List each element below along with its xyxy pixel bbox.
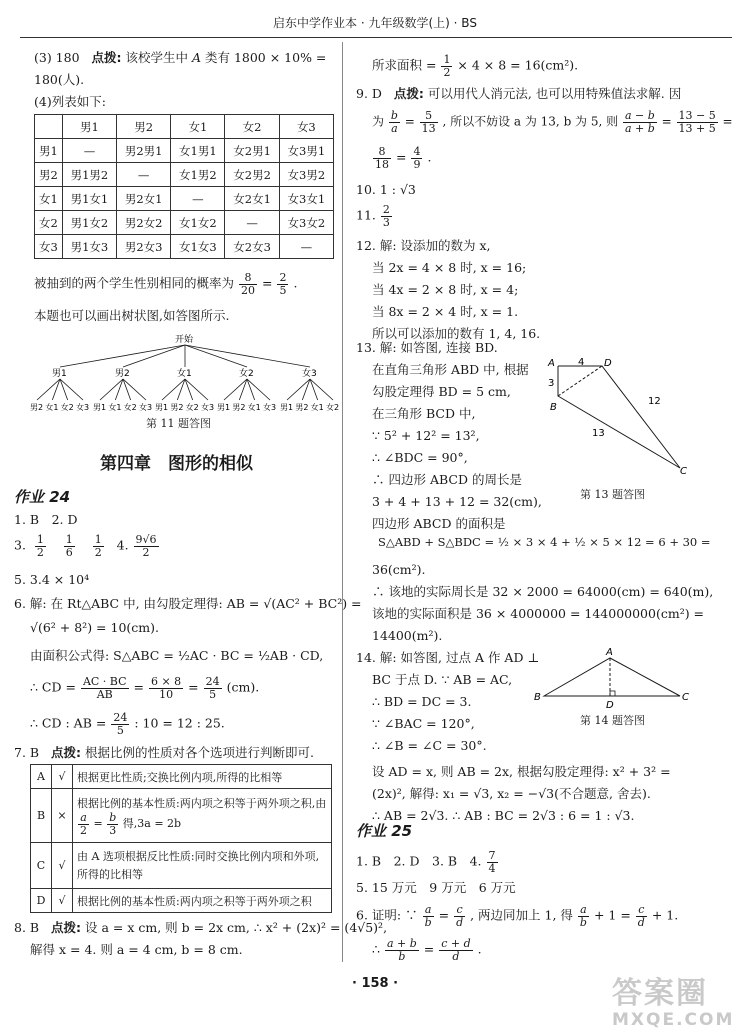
- probability-line: [34, 272, 297, 296]
- answer-12-line: 当 4x = 2 × 8 时, x = 4;: [372, 282, 519, 297]
- answer-12-line: 12. 解: 设添加的数为 x,: [356, 238, 491, 253]
- fraction-num: 8: [373, 146, 391, 159]
- fraction: [454, 904, 465, 928]
- answer-13-line: ∴ ∠BDC = 90°,: [372, 450, 468, 465]
- answer-9-line2: [372, 110, 733, 134]
- tree-leaf: 女2: [185, 403, 199, 412]
- text: ∴ CD : AB =: [30, 715, 107, 731]
- table-cell: 男2女1: [117, 187, 171, 211]
- hw25-answers-1-4: [356, 850, 499, 874]
- tree-node: 女3: [302, 369, 317, 379]
- header-title: 启东中学作业本 · 九年级数学(上) · BS: [273, 16, 477, 30]
- watermark-text: 答案圈: [612, 976, 708, 1011]
- answer-13-line: ∴ 四边形 ABCD 的周长是: [372, 472, 522, 487]
- answer-13-line: 四边形 ABCD 的面积是: [372, 516, 506, 531]
- table-cell: 男1: [62, 115, 116, 139]
- vertex-d: D: [604, 358, 612, 369]
- side-ab-length: 3: [548, 378, 555, 389]
- table-cell: 女2: [225, 115, 279, 139]
- text: + 1.: [651, 907, 679, 923]
- fraction: [623, 110, 657, 134]
- fraction-den: d: [637, 915, 645, 929]
- tree-leaf: 女3: [263, 403, 277, 412]
- equals: =: [261, 275, 273, 291]
- fraction-num: a + b: [386, 937, 417, 950]
- hint-label: 点拨:: [91, 50, 122, 65]
- answer-8-text: 设 a = x cm, 则 b = 2x cm, ∴ x² + (2x)² = (4√5)²,: [85, 920, 388, 935]
- equals: =: [722, 114, 733, 129]
- period: .: [293, 275, 298, 291]
- tree-node: 男1: [52, 369, 67, 379]
- fraction-num: 2: [382, 203, 390, 216]
- fraction-den: 18: [375, 157, 389, 171]
- fraction-den: d: [456, 915, 464, 929]
- fraction-num: 1: [94, 533, 102, 546]
- answer-14-line8: ∴ AB = 2√3. ∴ AB : BC = 2√3 : 6 = 1 : √3.: [372, 808, 635, 823]
- fraction-num: 13 − 5: [678, 109, 716, 122]
- answer-3-line2: 180(人).: [34, 72, 85, 87]
- text: ∴: [372, 941, 380, 957]
- answer-8-line2: 解得 x = 4. 则 a = 4 cm, b = 8 cm.: [30, 942, 243, 957]
- answer-3-text2: 类有 1800 × 10% =: [204, 50, 327, 65]
- period: .: [427, 149, 432, 165]
- tree-branch: [60, 345, 185, 367]
- tree-leaf: 男1: [217, 403, 231, 412]
- fraction-num: 7: [488, 849, 496, 862]
- fraction-den: 9: [413, 157, 421, 171]
- fraction: [385, 938, 419, 962]
- table-cell: 女1: [171, 115, 225, 139]
- table-cell: 男2男1: [117, 139, 171, 163]
- tree-leaf: 女2: [123, 403, 137, 412]
- hint-label: 点拨:: [51, 745, 82, 760]
- answer-14-line: ∴ ∠B = ∠C = 30°.: [372, 738, 487, 753]
- option-text: 得,3a = 2b: [122, 817, 182, 831]
- watermark-url: MXQE.COM: [612, 1010, 735, 1030]
- text: + 1 =: [593, 907, 631, 923]
- isosceles-figure: [534, 646, 694, 712]
- tree-note: 本题也可以画出树状图,如答图所示.: [34, 308, 230, 323]
- fraction-den: 6: [65, 545, 73, 559]
- fraction-den: a: [391, 121, 398, 135]
- fraction-den: 13 + 5: [678, 121, 716, 135]
- text: (cm).: [226, 679, 260, 695]
- fraction-num: 1: [65, 533, 73, 546]
- fraction: [439, 938, 472, 962]
- option-text-cell: [73, 789, 332, 843]
- column-divider: [342, 42, 343, 962]
- fraction-num: 1: [443, 53, 451, 66]
- fraction-num: 24: [113, 711, 128, 724]
- fraction-num: a: [423, 904, 434, 917]
- text: 为: [372, 114, 385, 129]
- label: 4.: [116, 537, 129, 553]
- vertex-c: C: [682, 692, 689, 703]
- fraction: [149, 676, 183, 700]
- table-cell: 男2女3: [117, 235, 171, 259]
- fraction: [204, 676, 222, 700]
- answer-14-line6: 设 AD = x, 则 AB = 2x, 根据勾股定理得: x² + 3² =: [372, 764, 671, 779]
- table-cell: 男1男2: [62, 163, 116, 187]
- option-text: 根据比例的基本性质:两内项之积等于两外项之积,由: [77, 796, 327, 810]
- label: 3.: [14, 537, 26, 553]
- page-number: · 158 ·: [352, 976, 399, 991]
- fraction: [111, 712, 129, 736]
- option-letter: B: [31, 789, 52, 843]
- table-cell: [35, 115, 63, 139]
- fig14-caption: 第 14 题答图: [580, 714, 645, 727]
- answer-13-line: 13. 解: 如答图, 连接 BD.: [356, 340, 498, 355]
- option-table: [30, 764, 332, 913]
- tree-branch: [185, 345, 310, 367]
- table-cell: —: [62, 139, 116, 163]
- fraction: [423, 904, 434, 928]
- table-row: [35, 139, 334, 163]
- text: , 两边同加上 1, 得: [470, 907, 573, 923]
- answer-12-line: 所以可以添加的数有 1, 4, 16.: [372, 326, 541, 341]
- fraction-num: b: [390, 109, 398, 122]
- vertex-b: B: [534, 692, 541, 703]
- answer-9-line1: [356, 86, 681, 101]
- header-rule: [20, 37, 732, 38]
- answer-5: 5. 3.4 × 10⁴: [14, 572, 90, 587]
- tree-leaf: 女2: [60, 403, 74, 412]
- fraction-den: 10: [159, 687, 174, 701]
- answer-3-fractions: [14, 534, 160, 558]
- fraction-den: AB: [96, 687, 113, 701]
- answer-12-line: 当 2x = 4 × 8 时, x = 16;: [372, 260, 527, 275]
- fraction-den: b: [398, 949, 406, 963]
- fraction-den: 13: [421, 121, 436, 135]
- text: 可以用代人消元法, 也可以用特殊值法求解. 因: [427, 86, 682, 101]
- answer-14-line7: (2x)², 解得: x₁ = √3, x₂ = −√3(不合题意, 舍去).: [372, 786, 651, 801]
- tree-leaf: 女3: [139, 403, 153, 412]
- option-mark: √: [52, 765, 73, 789]
- text: 1. B 2. D 3. B 4.: [356, 853, 482, 869]
- answer-13-after: ∴ 该地的实际周长是 32 × 2000 = 64000(cm) = 640(m),: [372, 584, 714, 599]
- table-cell: 女3男2: [279, 163, 333, 187]
- tree-node: 女2: [239, 369, 254, 379]
- fraction: [381, 204, 392, 228]
- tree-node: 男2: [115, 369, 130, 379]
- fraction-den: d: [452, 949, 460, 963]
- side-ad-length: 4: [578, 357, 585, 368]
- table-row: [35, 211, 334, 235]
- label: 11.: [356, 207, 376, 223]
- answer-3: [34, 50, 326, 65]
- fraction: [277, 272, 288, 296]
- tree-leaf: 女1: [108, 403, 122, 412]
- tree-leaf: 女1: [45, 403, 59, 412]
- equals: =: [661, 114, 672, 129]
- fraction: [420, 110, 438, 134]
- option-mark: √: [52, 889, 73, 913]
- tree-leaf: 男1: [155, 403, 169, 412]
- table-cell: 女2女1: [225, 187, 279, 211]
- tree-leaf: 女3: [76, 403, 90, 412]
- fraction-den: 2: [142, 545, 150, 559]
- fraction: [487, 850, 498, 874]
- equals: =: [404, 114, 415, 129]
- vertex-a: A: [606, 647, 613, 658]
- fraction-den: 2: [94, 545, 102, 559]
- table-cell: 女2男1: [225, 139, 279, 163]
- answer-14-line: 14. 解: 如答图, 过点 A 作 AD ⊥: [356, 650, 540, 665]
- answer-6-line1: 6. 解: 在 Rt△ABC 中, 由勾股定理得: AB = √(AC² + BC²) =: [14, 596, 362, 611]
- text: : 10 = 12 : 25.: [134, 715, 225, 731]
- fraction-num: a: [578, 904, 589, 917]
- table-cell: 男1女2: [62, 211, 116, 235]
- fraction-den: 20: [241, 283, 255, 297]
- label: 9. D: [356, 86, 382, 101]
- fraction-den: 5: [116, 723, 124, 737]
- answer-14-line: ∵ ∠BAC = 120°,: [372, 716, 475, 731]
- equals: =: [423, 941, 435, 957]
- fraction-den: 5: [279, 283, 287, 297]
- table-row: [35, 235, 334, 259]
- tree-leaf: 女2: [326, 403, 340, 412]
- fraction: [81, 676, 129, 700]
- homework-25-title: 作业 25: [356, 822, 413, 840]
- answer-11: [356, 204, 393, 228]
- fraction: [134, 534, 159, 558]
- fraction: [578, 904, 589, 928]
- fraction-den: b: [579, 915, 587, 929]
- quadrilateral-figure: [540, 356, 700, 476]
- label: 7. B: [14, 745, 40, 760]
- fraction-num: c: [454, 904, 465, 917]
- fraction-den: 3: [382, 215, 390, 229]
- answer-6-line2: √(6² + 8²) = 10(cm).: [30, 620, 159, 635]
- period: .: [477, 941, 482, 957]
- fraction-num: AC · BC: [82, 675, 127, 688]
- tree-leaf: 女3: [201, 403, 215, 412]
- tree-leaf: 男1: [93, 403, 107, 412]
- table-cell: 男2: [117, 115, 171, 139]
- fraction-num: 4: [413, 145, 421, 158]
- chapter-title: 第四章 图形的相似: [100, 454, 253, 474]
- fraction-num: 6 × 8: [150, 675, 182, 688]
- fraction-num: c + d: [441, 937, 471, 950]
- answer-13-line: 3 + 4 + 13 + 12 = 32(cm),: [372, 494, 542, 509]
- option-text: 根据比例的基本性质:两内项之积等于两外项之积: [73, 889, 332, 913]
- probability-text: 被抽到的两个学生性别相同的概率为: [34, 275, 235, 291]
- table-cell: 女2: [35, 211, 63, 235]
- tree-branch: [123, 345, 185, 367]
- fraction: [389, 110, 400, 134]
- fraction: [411, 146, 422, 170]
- fraction: [441, 54, 452, 78]
- fraction: [35, 534, 46, 558]
- answer-14-line: BC 于点 D. ∵ AB = AC,: [372, 672, 513, 687]
- homework-24-title: 作业 24: [14, 488, 71, 506]
- table-cell: —: [117, 163, 171, 187]
- tree-node: 女1: [177, 369, 192, 379]
- fraction-num: 5: [420, 110, 438, 123]
- table-cell: —: [225, 211, 279, 235]
- page-header: [0, 0, 750, 36]
- tree-branch: [185, 345, 247, 367]
- option-mark: ×: [52, 789, 73, 843]
- tree-leaf: 女1: [310, 403, 324, 412]
- table-cell: 男2女2: [117, 211, 171, 235]
- equals: =: [133, 679, 144, 695]
- equals: =: [93, 817, 103, 831]
- text: 6. 证明: ∵: [356, 907, 418, 923]
- table-cell: 女1男2: [171, 163, 225, 187]
- text: × 4 × 8 = 16(cm²).: [457, 57, 579, 73]
- fraction: [64, 534, 75, 558]
- tree-leaf: 男2: [232, 403, 246, 412]
- fraction: [78, 812, 89, 836]
- figure-triangle: [544, 658, 680, 696]
- answer-14-line: ∴ BD = DC = 3.: [372, 694, 472, 709]
- answer-13-after: 14400(m²).: [372, 628, 443, 643]
- answer-13-after: 该地的实际面积是 36 × 4000000 = 144000000(cm²) =: [372, 606, 705, 621]
- fraction-den: 5: [209, 687, 217, 701]
- table-cell: 女1男1: [171, 139, 225, 163]
- side-dc-length: 12: [648, 396, 661, 407]
- table-cell: 女1女2: [171, 211, 225, 235]
- fraction-den: 2: [443, 65, 451, 79]
- option-letter: D: [31, 889, 52, 913]
- answer-3-text: 该校学生中: [125, 50, 188, 65]
- fraction: [677, 110, 718, 134]
- tree-caption: 第 11 题答图: [146, 417, 211, 430]
- answer-6-line3: 由面积公式得: S△ABC = ½AC · BC = ½AB · CD,: [30, 648, 324, 663]
- fraction: [93, 534, 104, 558]
- text: ∴ CD =: [30, 679, 76, 695]
- answers-1-2: 1. B 2. D: [14, 512, 78, 527]
- table-cell: —: [279, 235, 333, 259]
- side-bc-length: 13: [592, 428, 605, 439]
- hint-label: 点拨:: [393, 86, 424, 101]
- option-mark: √: [52, 843, 73, 889]
- hint-label: 点拨:: [51, 920, 82, 935]
- watermark-logo: [612, 968, 742, 1030]
- answer-9-line3: [372, 146, 431, 170]
- fraction-den: 2: [80, 823, 87, 837]
- equals: =: [438, 907, 450, 923]
- table-cell: 男1: [35, 139, 63, 163]
- table-cell: 女2男2: [225, 163, 279, 187]
- table-cell: 男1女1: [62, 187, 116, 211]
- figure-diagonal-bd: [558, 366, 602, 396]
- answer-13-after: 36(cm²).: [372, 562, 426, 577]
- table-cell: 男1女3: [62, 235, 116, 259]
- figure-outline: [558, 366, 680, 468]
- vertex-b: B: [550, 402, 557, 413]
- table-cell: 女2女3: [225, 235, 279, 259]
- answer-4-label: (4)列表如下:: [34, 94, 106, 109]
- fig13-caption: 第 13 题答图: [580, 488, 645, 501]
- table-cell: 男2: [35, 163, 63, 187]
- fraction-num: 2: [279, 271, 287, 284]
- fraction: [107, 812, 118, 836]
- table-cell: 女3: [279, 115, 333, 139]
- hw25-answer-6-line1: [356, 904, 678, 928]
- answer-8-line1: [14, 920, 387, 935]
- answer-7: [14, 745, 314, 760]
- fraction-num: a − b: [624, 109, 655, 122]
- fraction-num: 24: [205, 675, 220, 688]
- table-header-row: [35, 115, 334, 139]
- answer-13-line: 在直角三角形 ABD 中, 根据: [372, 362, 529, 377]
- right-angle-mark: [610, 691, 615, 696]
- equals: =: [188, 679, 199, 695]
- fraction-den: 3: [109, 823, 117, 837]
- tree-leaf: 男2: [170, 403, 184, 412]
- answer-3-var: A: [191, 50, 201, 65]
- fraction-num: c: [636, 904, 647, 917]
- tree-leaf: 男2: [30, 403, 44, 412]
- text: , 所以不妨设 a 为 13, b 为 5, 则: [442, 114, 619, 129]
- fraction-den: 4: [488, 861, 496, 875]
- table-cell: 女1: [35, 187, 63, 211]
- table-cell: 女3女2: [279, 211, 333, 235]
- sample-table: [34, 114, 334, 259]
- answer-13-line: ∵ 5² + 12² = 13²,: [372, 428, 480, 443]
- text: 所求面积 =: [372, 57, 437, 73]
- fraction-den: b: [424, 915, 432, 929]
- tree-leaf: 女1: [247, 403, 261, 412]
- equals: =: [395, 149, 407, 165]
- tree-leaf: 男1: [280, 403, 294, 412]
- tree-leaf: 男2: [295, 403, 309, 412]
- vertex-d: D: [606, 700, 614, 711]
- option-text: 根据更比性质;交换比例内项,所得的比相等: [73, 765, 332, 789]
- fraction: [239, 272, 257, 296]
- option-letter: C: [31, 843, 52, 889]
- answer-7-text: 根据比例的性质对各个选项进行判断即可.: [85, 745, 314, 760]
- label: 8. B: [14, 920, 40, 935]
- table-cell: 女1女3: [171, 235, 225, 259]
- fraction: [636, 904, 647, 928]
- table-cell: —: [171, 187, 225, 211]
- answer-10: 10. 1 : √3: [356, 182, 416, 197]
- answer-6-line5: [30, 712, 225, 736]
- fraction-num: a: [78, 812, 89, 825]
- answer-13-line: 勾股定理得 BD = 5 cm,: [372, 384, 511, 399]
- fraction-num: 8: [239, 272, 257, 285]
- area-sum-line: S△ABD + S△BDC = ½ × 3 × 4 + ½ × 5 × 12 = 6 + 30 =: [378, 535, 711, 549]
- hw25-answer-5: 5. 15 万元 9 万元 6 万元: [356, 880, 516, 895]
- fraction: [373, 146, 391, 170]
- fraction-den: a + b: [624, 121, 655, 135]
- hw25-answer-6-line2: [372, 938, 482, 962]
- option-letter: A: [31, 765, 52, 789]
- table-cell: 女3: [35, 235, 63, 259]
- tree-root: 开始: [175, 335, 194, 345]
- answer-12-line: 当 8x = 2 × 4 时, x = 1.: [372, 304, 519, 319]
- option-text: 由 A 选项根据反比性质:同时交换比例内项和外项,所得的比相等: [73, 843, 332, 889]
- answer-3-label: (3) 180: [34, 50, 80, 65]
- table-cell: 女3男1: [279, 139, 333, 163]
- table-row: [35, 163, 334, 187]
- vertex-a: A: [548, 358, 555, 369]
- answer-6-line4: [30, 676, 259, 700]
- table-row: [35, 187, 334, 211]
- table-cell: 女3女1: [279, 187, 333, 211]
- area-result: [372, 54, 578, 78]
- answer-13-line: 在三角形 BCD 中,: [372, 406, 476, 421]
- vertex-c: C: [680, 466, 687, 476]
- fraction-num: b: [109, 811, 117, 825]
- fraction-den: 2: [36, 545, 44, 559]
- fraction-num: 9√6: [135, 533, 157, 546]
- fraction-num: 1: [36, 533, 44, 546]
